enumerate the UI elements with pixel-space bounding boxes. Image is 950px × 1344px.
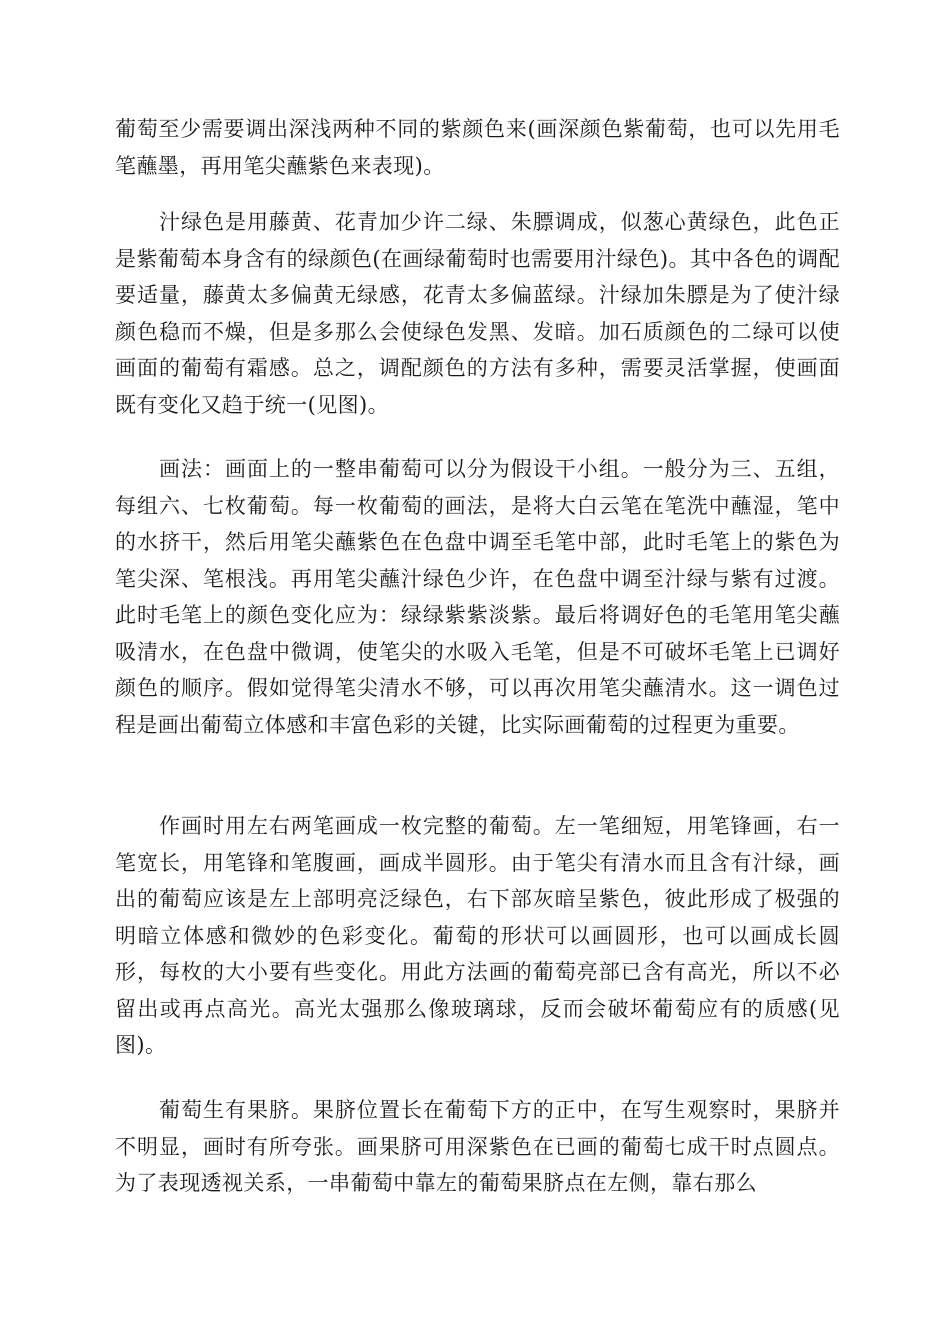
paragraph-2: 汁绿色是用藤黄、花青加少许二绿、朱膘调成，似葱心黄绿色，此色正是紫葡萄本身含有的绿颜色(在画绿葡萄时也需要用汁绿色)。其中各色的调配要适量，藤黄太多偏黄无绿感，花青太多偏蓝绿。汁绿加朱膘是为了使汁绿颜色稳而不燥，但是多那么会使绿色发黑、发暗。加石质颜色的二绿可以使画面的葡萄有霜感。总之，调配颜色的方法有多种，需要灵活掌握，使画面既有变化又趋于统一(见图)。 (115, 210, 840, 417)
paragraph-3: 画法：画面上的一整串葡萄可以分为假设干小组。一般分为三、五组，每组六、七枚葡萄。每一枚葡萄的画法，是将大白云笔在笔洗中蘸湿，笔中的水挤干，然后用笔尖蘸紫色在色盘中调至毛笔中部，此时毛笔上的紫色为笔尖深、笔根浅。再用笔尖蘸汁绿色少许，在色盘中调至汁绿与紫有过渡。此时毛笔上的颜色变化应为：绿绿紫紫淡紫。最后将调好色的毛笔用笔尖蘸吸清水，在色盘中微调，使笔尖的水吸入毛笔，但是不可破坏毛笔上已调好颜色的顺序。假如觉得笔尖清水不够，可以再次用笔尖蘸清水。这一调色过程是画出葡萄立体感和丰富色彩的关键，比实际画葡萄的过程更为重要。 (115, 457, 840, 737)
paragraph-5: 葡萄生有果脐。果脐位置长在葡萄下方的正中，在写生观察时，果脐并不明显，画时有所夸张。画果脐可用深紫色在已画的葡萄七成干时点圆点。为了表现透视关系，一串葡萄中靠左的葡萄果脐点在左侧，靠右那么 (115, 1098, 840, 1195)
paragraph-1: 葡萄至少需要调出深浅两种不同的紫颜色来(画深颜色紫葡萄，也可以先用毛笔蘸墨，再用笔尖蘸紫色来表现)。 (115, 117, 840, 178)
paragraph-4: 作画时用左右两笔画成一枚完整的葡萄。左一笔细短，用笔锋画，右一笔宽长，用笔锋和笔腹画，画成半圆形。由于笔尖有清水而且含有汁绿，画出的葡萄应该是左上部明亮泛绿色，右下部灰暗呈紫色，彼此形成了极强的明暗立体感和微妙的色彩变化。葡萄的形状可以画圆形，也可以画成长圆形，每枚的大小要有些变化。用此方法画的葡萄亮部已含有高光，所以不必留出或再点高光。高光太强那么像玻璃球，反而会破坏葡萄应有的质感(见图)。 (115, 814, 840, 1057)
